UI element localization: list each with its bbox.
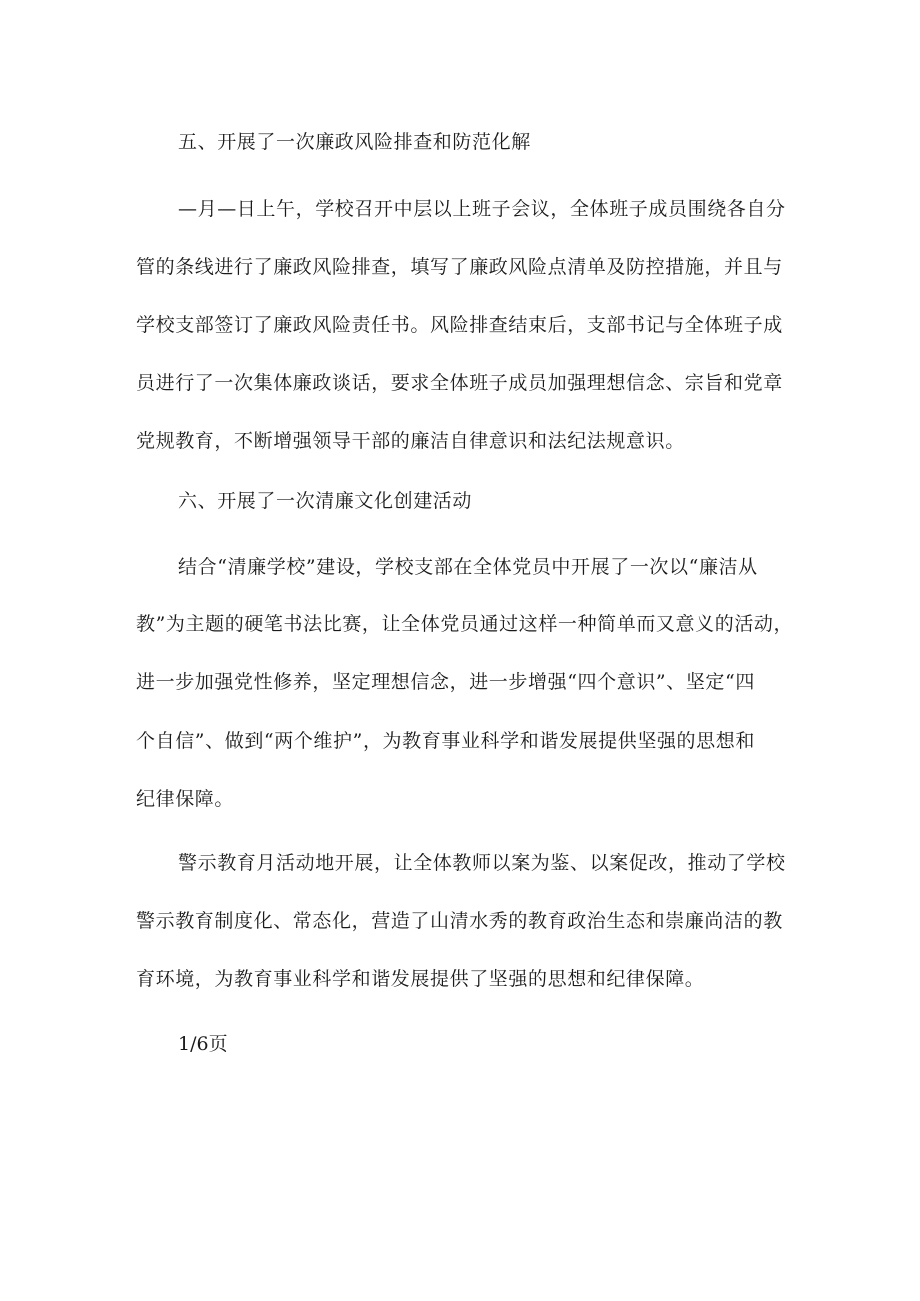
paragraph-line: 管的条线进行了廉政风险排查，填写了廉政风险点清单及防控措施，并且与: [136, 256, 783, 278]
paragraph-line: 个自信”、做到“两个维护”，为教育事业科学和谐发展提供坚强的思想和: [136, 730, 755, 752]
paragraph-line: —月—日上午，学校召开中层以上班子会议，全体班子成员围绕各自分: [178, 198, 786, 220]
paragraph-line: 学校支部签订了廉政风险责任书。风险排查结束后，支部书记与全体班子成: [136, 314, 783, 336]
section-heading-5: 五、开展了一次廉政风险排查和防范化解: [178, 131, 531, 153]
paragraph-line: 警示教育制度化、常态化，营造了山清水秀的教育政治生态和崇廉尚洁的教: [136, 910, 783, 932]
paragraph-line: 育环境，为教育事业科学和谐发展提供了坚强的思想和纪律保障。: [136, 968, 705, 990]
page-number: 1/6页: [178, 1033, 228, 1055]
paragraph-line: 员进行了一次集体廉政谈话，要求全体班子成员加强理想信念、宗旨和党章: [136, 372, 783, 394]
paragraph-line: 教”为主题的硬笔书法比赛，让全体党员通过这样一种简单而又意义的活动，: [136, 613, 794, 635]
paragraph-line: 警示教育月活动地开展，让全体教师以案为鉴、以案促改，推动了学校: [178, 852, 786, 874]
section-heading-6: 六、开展了一次清廉文化创建活动: [178, 490, 473, 512]
paragraph-line: 结合“清廉学校”建设，学校支部在全体党员中开展了一次以“廉洁从: [178, 556, 758, 578]
paragraph-line: 进一步加强党性修养，坚定理想信念，进一步增强“四个意识”、坚定“四: [136, 671, 755, 693]
paragraph-line: 党规教育，不断增强领导干部的廉洁自律意识和法纪法规意识。: [136, 430, 685, 452]
paragraph-line: 纪律保障。: [136, 788, 235, 810]
